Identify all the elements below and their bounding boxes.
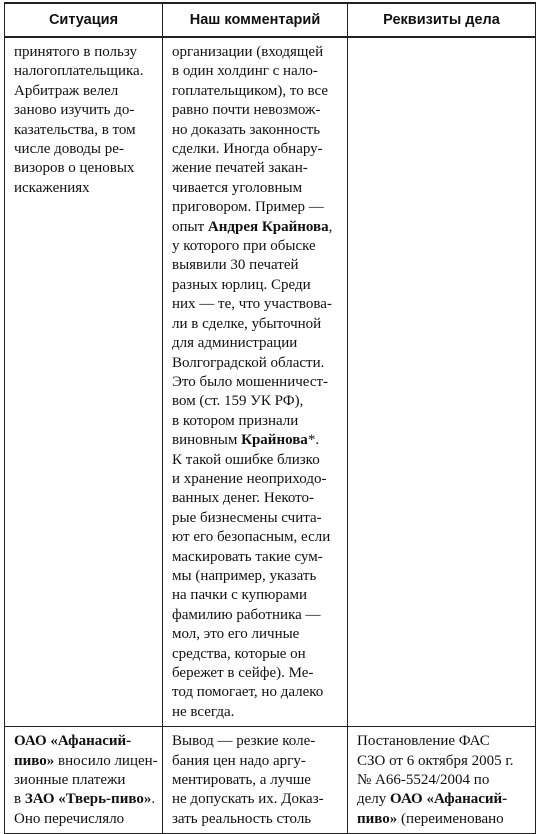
- company-name-bold: пиво»: [357, 810, 398, 827]
- text-line: [172, 218, 341, 237]
- table-row: [5, 727, 536, 834]
- text-line: жение печатей закан-: [172, 160, 308, 177]
- text-line: Вывод — резкие коле-: [172, 733, 316, 750]
- text-line: ли в сделке, убыточной: [172, 315, 322, 332]
- company-name-bold: ОАО «Афанасий-: [14, 733, 132, 750]
- text-fragment: вносило лицен-: [54, 752, 158, 769]
- text-line: № А66-5524/2004 по: [357, 772, 490, 789]
- text-line: принятого в пользу: [14, 44, 137, 60]
- text-fragment: *.: [307, 432, 320, 449]
- details-cell: [348, 727, 536, 834]
- text-line: бережет в сейфе). Ме-: [172, 665, 314, 681]
- table-header-row: [5, 3, 536, 37]
- text-line: не всегда.: [172, 703, 235, 720]
- header-comment: Наш комментарий: [163, 3, 348, 37]
- text-line: СЗО от 6 октября 2005 г.: [357, 752, 514, 769]
- text-line: организации (входящей: [172, 44, 324, 60]
- text-line: на пачки с купюрами: [172, 587, 308, 604]
- text-line: Волгоградской области.: [172, 354, 325, 371]
- text-line: маскировать такие сум-: [172, 548, 323, 565]
- text-line: заново изучить до-: [14, 102, 135, 119]
- company-name-bold: пиво»: [14, 752, 55, 769]
- text-line: для администрации: [172, 335, 298, 352]
- text-fragment: в: [14, 791, 25, 808]
- text-line: тод помогает, но далеко: [172, 684, 324, 701]
- text-line: вом (ст. 159 УК РФ),: [172, 393, 304, 410]
- text-line: ванных денег. Некото-: [172, 490, 315, 507]
- text-line: [357, 810, 529, 829]
- text-line: ментировать, а лучше: [172, 772, 311, 789]
- text-line: разных юрлиц. Среди: [172, 276, 311, 293]
- table-row: [5, 37, 536, 727]
- text-line: мы (например, указать: [172, 567, 317, 584]
- text-line: них — те, что участвова-: [172, 296, 332, 313]
- text-line: рые бизнесмены счита-: [172, 509, 322, 526]
- comment-cell: [163, 37, 348, 727]
- text-line: не допускать их. Доказ-: [172, 791, 324, 808]
- text-fragment: .: [151, 791, 156, 808]
- text-line: приговором. Пример —: [172, 199, 324, 216]
- text-line: [357, 790, 529, 809]
- text-line: Это было мошенничест-: [172, 373, 329, 390]
- text-line: [172, 431, 341, 450]
- text-fragment: (переименовано: [397, 810, 504, 827]
- text-line: выявили 30 печатей: [172, 257, 299, 274]
- text-line: Постановление ФАС: [357, 733, 490, 750]
- text-line: чивается уголовным: [172, 179, 303, 196]
- situation-cell: [5, 727, 163, 834]
- text-fragment: опыт: [172, 218, 208, 235]
- text-line: средства, которые он: [172, 645, 306, 662]
- text-line: [14, 790, 156, 809]
- text-line: гоплательщиком), то все: [172, 82, 329, 99]
- text-line: зионные платежи: [14, 772, 126, 789]
- person-name-bold: Крайнова: [241, 432, 308, 449]
- text-line: бания цен надо аргу-: [172, 752, 306, 769]
- text-line: и хранение неоприходо-: [172, 470, 327, 487]
- company-name-bold: ЗАО «Тверь-пиво»: [24, 791, 152, 808]
- text-fragment: виновным: [172, 432, 242, 449]
- text-line: зать реальность столь: [172, 810, 312, 827]
- text-line: равно почти невозмож-: [172, 102, 321, 119]
- text-line: К такой ошибке близко: [172, 451, 320, 468]
- situation-cell: [5, 37, 163, 727]
- company-name-bold: ОАО «Афанасий-: [390, 791, 508, 808]
- text-line: ют его безопасным, если: [172, 529, 331, 546]
- comment-cell: [163, 727, 348, 834]
- details-cell: [348, 37, 536, 727]
- text-line: налогоплательщика.: [14, 63, 144, 80]
- text-line: казательства, в том: [14, 121, 136, 138]
- text-fragment: ,: [328, 218, 333, 235]
- text-line: числе доводы ре-: [14, 141, 124, 158]
- text-line: фамилию работника —: [172, 606, 321, 623]
- text-line: [14, 732, 156, 751]
- text-line: искажениях: [14, 179, 90, 196]
- text-line: в котором признали: [172, 412, 299, 429]
- text-line: Оно перечисляло: [14, 810, 125, 827]
- text-line: сделки. Иногда обнару-: [172, 141, 323, 158]
- header-details: Реквизиты дела: [348, 3, 536, 37]
- text-line: [14, 752, 156, 771]
- text-line: мол, это его личные: [172, 626, 300, 643]
- person-name-bold: Андрея Крайнова: [207, 218, 329, 235]
- case-table: [4, 2, 536, 834]
- header-situation: Ситуация: [5, 3, 163, 37]
- text-line: у которого при обыске: [172, 238, 316, 255]
- text-fragment: делу: [357, 791, 391, 808]
- text-line: но доказать законность: [172, 121, 321, 138]
- text-line: Арбитраж велел: [14, 82, 119, 99]
- text-line: визоров о ценовых: [14, 160, 135, 177]
- text-line: в один холдинг с нало-: [172, 63, 318, 80]
